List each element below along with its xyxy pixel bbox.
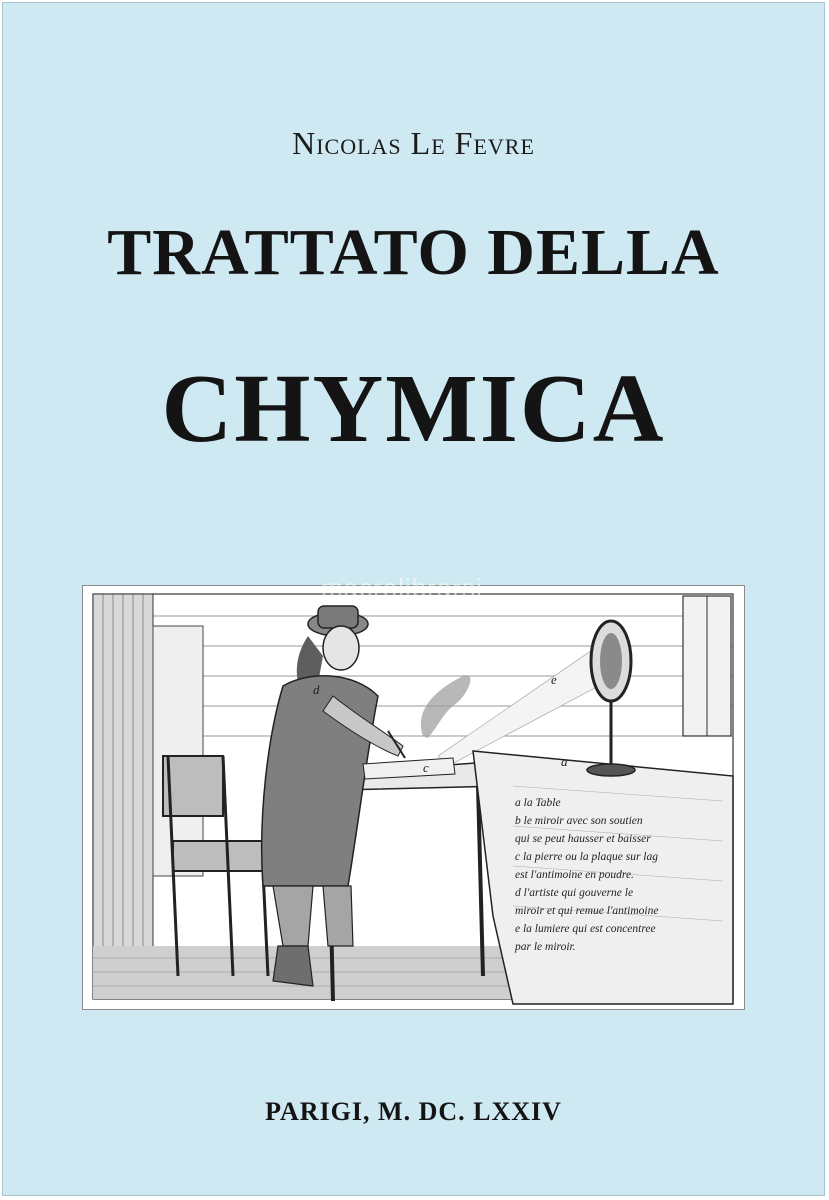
watermark: macrolibrarsi [321, 573, 483, 603]
legend-line: a la Table [515, 797, 561, 809]
imprint: PARIGI, M. DC. LXXIV [265, 1097, 562, 1126]
legend-line: qui se peut hausser et baisser [515, 833, 651, 845]
engraving-letter-a: a [561, 754, 568, 769]
engraving-letter-d: d [313, 682, 320, 697]
book-cover [2, 2, 825, 1196]
engraving-letter-c: c [423, 760, 429, 775]
title-line-2: CHYMICA [161, 355, 666, 463]
legend-line: b le miroir avec son soutien [515, 815, 643, 827]
engraving-drawing [83, 586, 744, 1009]
title-line-1: TRATTATO DELLA [107, 216, 720, 289]
legend-line: par le miroir. [515, 941, 576, 953]
engraving-letter-e: e [551, 672, 557, 687]
engraving-illustration [82, 585, 745, 1010]
legend-line: e la lumiere qui est concentree [515, 923, 656, 935]
legend-line: d l'artiste qui gouverne le [515, 887, 634, 899]
legend-line: c la pierre ou la plaque sur lag [515, 851, 658, 863]
legend-line: miroir et qui remue l'antimoine [515, 905, 659, 917]
legend-line: est l'antimoine en poudre. [515, 869, 634, 881]
author-name: Nicolas Le Fevre [292, 125, 535, 161]
